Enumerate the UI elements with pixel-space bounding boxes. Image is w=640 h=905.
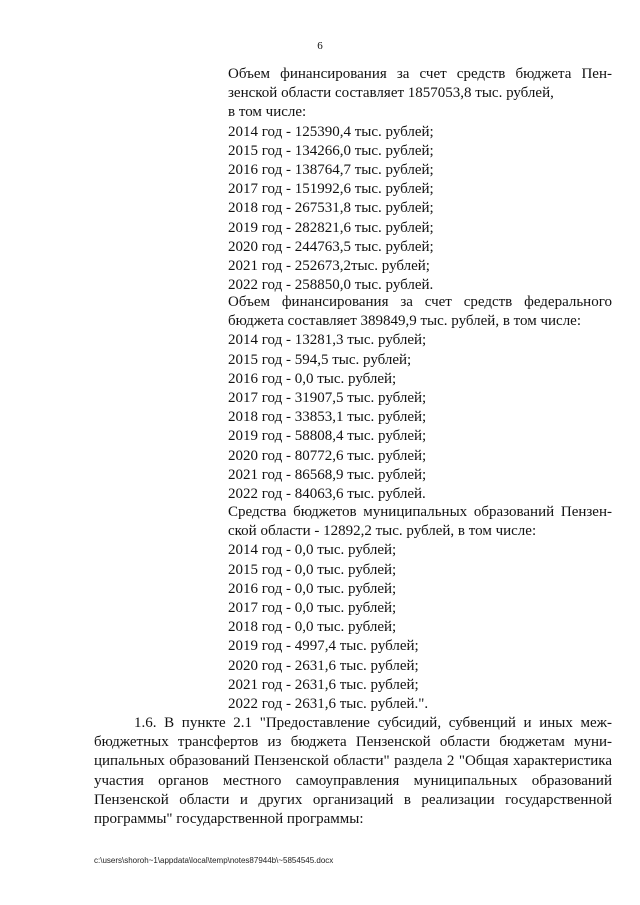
paragraph-line: участия органов местного самоуправления муниципальных образований: [94, 772, 612, 789]
regional-intro-line: зенской области составляет 1857053,8 тыс. рублей,: [228, 85, 554, 102]
municipal-year-line: 2021 год - 2631,6 тыс. рублей;: [228, 676, 419, 693]
federal-year-line: 2015 год - 594,5 тыс. рублей;: [228, 351, 412, 368]
municipal-year-line: 2020 год - 2631,6 тыс. рублей;: [228, 657, 419, 674]
municipal-year-line: 2019 год - 4997,4 тыс. рублей;: [228, 638, 419, 655]
regional-year-line: 2015 год - 134266,0 тыс. рублей;: [228, 142, 434, 159]
regional-year-line: 2021 год - 252673,2тыс. рублей;: [228, 258, 430, 275]
footer-file-path: c:\users\shoroh~1\appdata\local\temp\notes87944b\~5854545.docx: [94, 856, 334, 865]
paragraph-line: бюджетных трансфертов из бюджета Пензенской области бюджетам муни-: [94, 734, 612, 751]
regional-year-line: 2016 год - 138764,7 тыс. рублей;: [228, 162, 434, 179]
federal-year-line: 2016 год - 0,0 тыс. рублей;: [228, 370, 397, 387]
page-number: 6: [317, 40, 323, 52]
federal-intro-line: бюджета составляет 389849,9 тыс. рублей, в том числе:: [228, 313, 582, 330]
regional-year-line: 2020 год - 244763,5 тыс. рублей;: [228, 238, 434, 255]
regional-year-line: 2017 год - 151992,6 тыс. рублей;: [228, 181, 434, 198]
regional-intro-line: Объем финансирования за счет средств бюджета Пен-: [228, 66, 612, 82]
federal-intro-line: Объем финансирования за счет средств федерального: [228, 294, 612, 310]
regional-year-line: 2018 год - 267531,8 тыс. рублей;: [228, 200, 434, 217]
federal-year-line: 2018 год - 33853,1 тыс. рублей;: [228, 409, 427, 426]
regional-budget-block: [228, 65, 612, 295]
federal-year-line: 2019 год - 58808,4 тыс. рублей;: [228, 428, 427, 445]
federal-year-line: 2017 год - 31907,5 тыс. рублей;: [228, 390, 427, 407]
regional-year-line: 2014 год - 125390,4 тыс. рублей;: [228, 123, 434, 140]
federal-year-line: 2021 год - 86568,9 тыс. рублей;: [228, 466, 427, 483]
paragraph-line: Пензенской области и других организаций в реализации государственной: [94, 791, 612, 808]
municipal-intro-line: ской области - 12892,2 тыс. рублей, в том числе:: [228, 523, 537, 540]
paragraph-line: программы" государственной программы:: [94, 811, 364, 828]
municipal-intro-line: Средства бюджетов муниципальных образований Пензен-: [228, 504, 612, 520]
paragraph-line: 1.6. В пункте 2.1 "Предоставление субсидий, субвенций и иных меж-: [134, 715, 612, 731]
municipal-budget-block: [228, 503, 612, 714]
regional-intro-line: в том числе:: [228, 104, 307, 121]
paragraph-1-6: [94, 714, 612, 829]
federal-year-line: 2014 год - 13281,3 тыс. рублей;: [228, 332, 427, 349]
paragraph-line: ципальных образований Пензенской области" раздела 2 "Общая характеристика: [94, 753, 612, 770]
municipal-year-line: 2015 год - 0,0 тыс. рублей;: [228, 561, 397, 578]
federal-budget-block: [228, 293, 612, 504]
federal-year-line: 2020 год - 80772,6 тыс. рублей;: [228, 447, 427, 464]
regional-year-line: 2022 год - 258850,0 тыс. рублей.: [228, 277, 434, 294]
municipal-year-line: 2018 год - 0,0 тыс. рублей;: [228, 619, 397, 636]
federal-year-line: 2022 год - 84063,6 тыс. рублей.: [228, 486, 426, 503]
municipal-year-line: 2022 год - 2631,6 тыс. рублей.".: [228, 696, 429, 713]
municipal-year-line: 2016 год - 0,0 тыс. рублей;: [228, 580, 397, 597]
regional-year-line: 2019 год - 282821,6 тыс. рублей;: [228, 219, 434, 236]
municipal-year-line: 2017 год - 0,0 тыс. рублей;: [228, 600, 397, 617]
municipal-year-line: 2014 год - 0,0 тыс. рублей;: [228, 542, 397, 559]
